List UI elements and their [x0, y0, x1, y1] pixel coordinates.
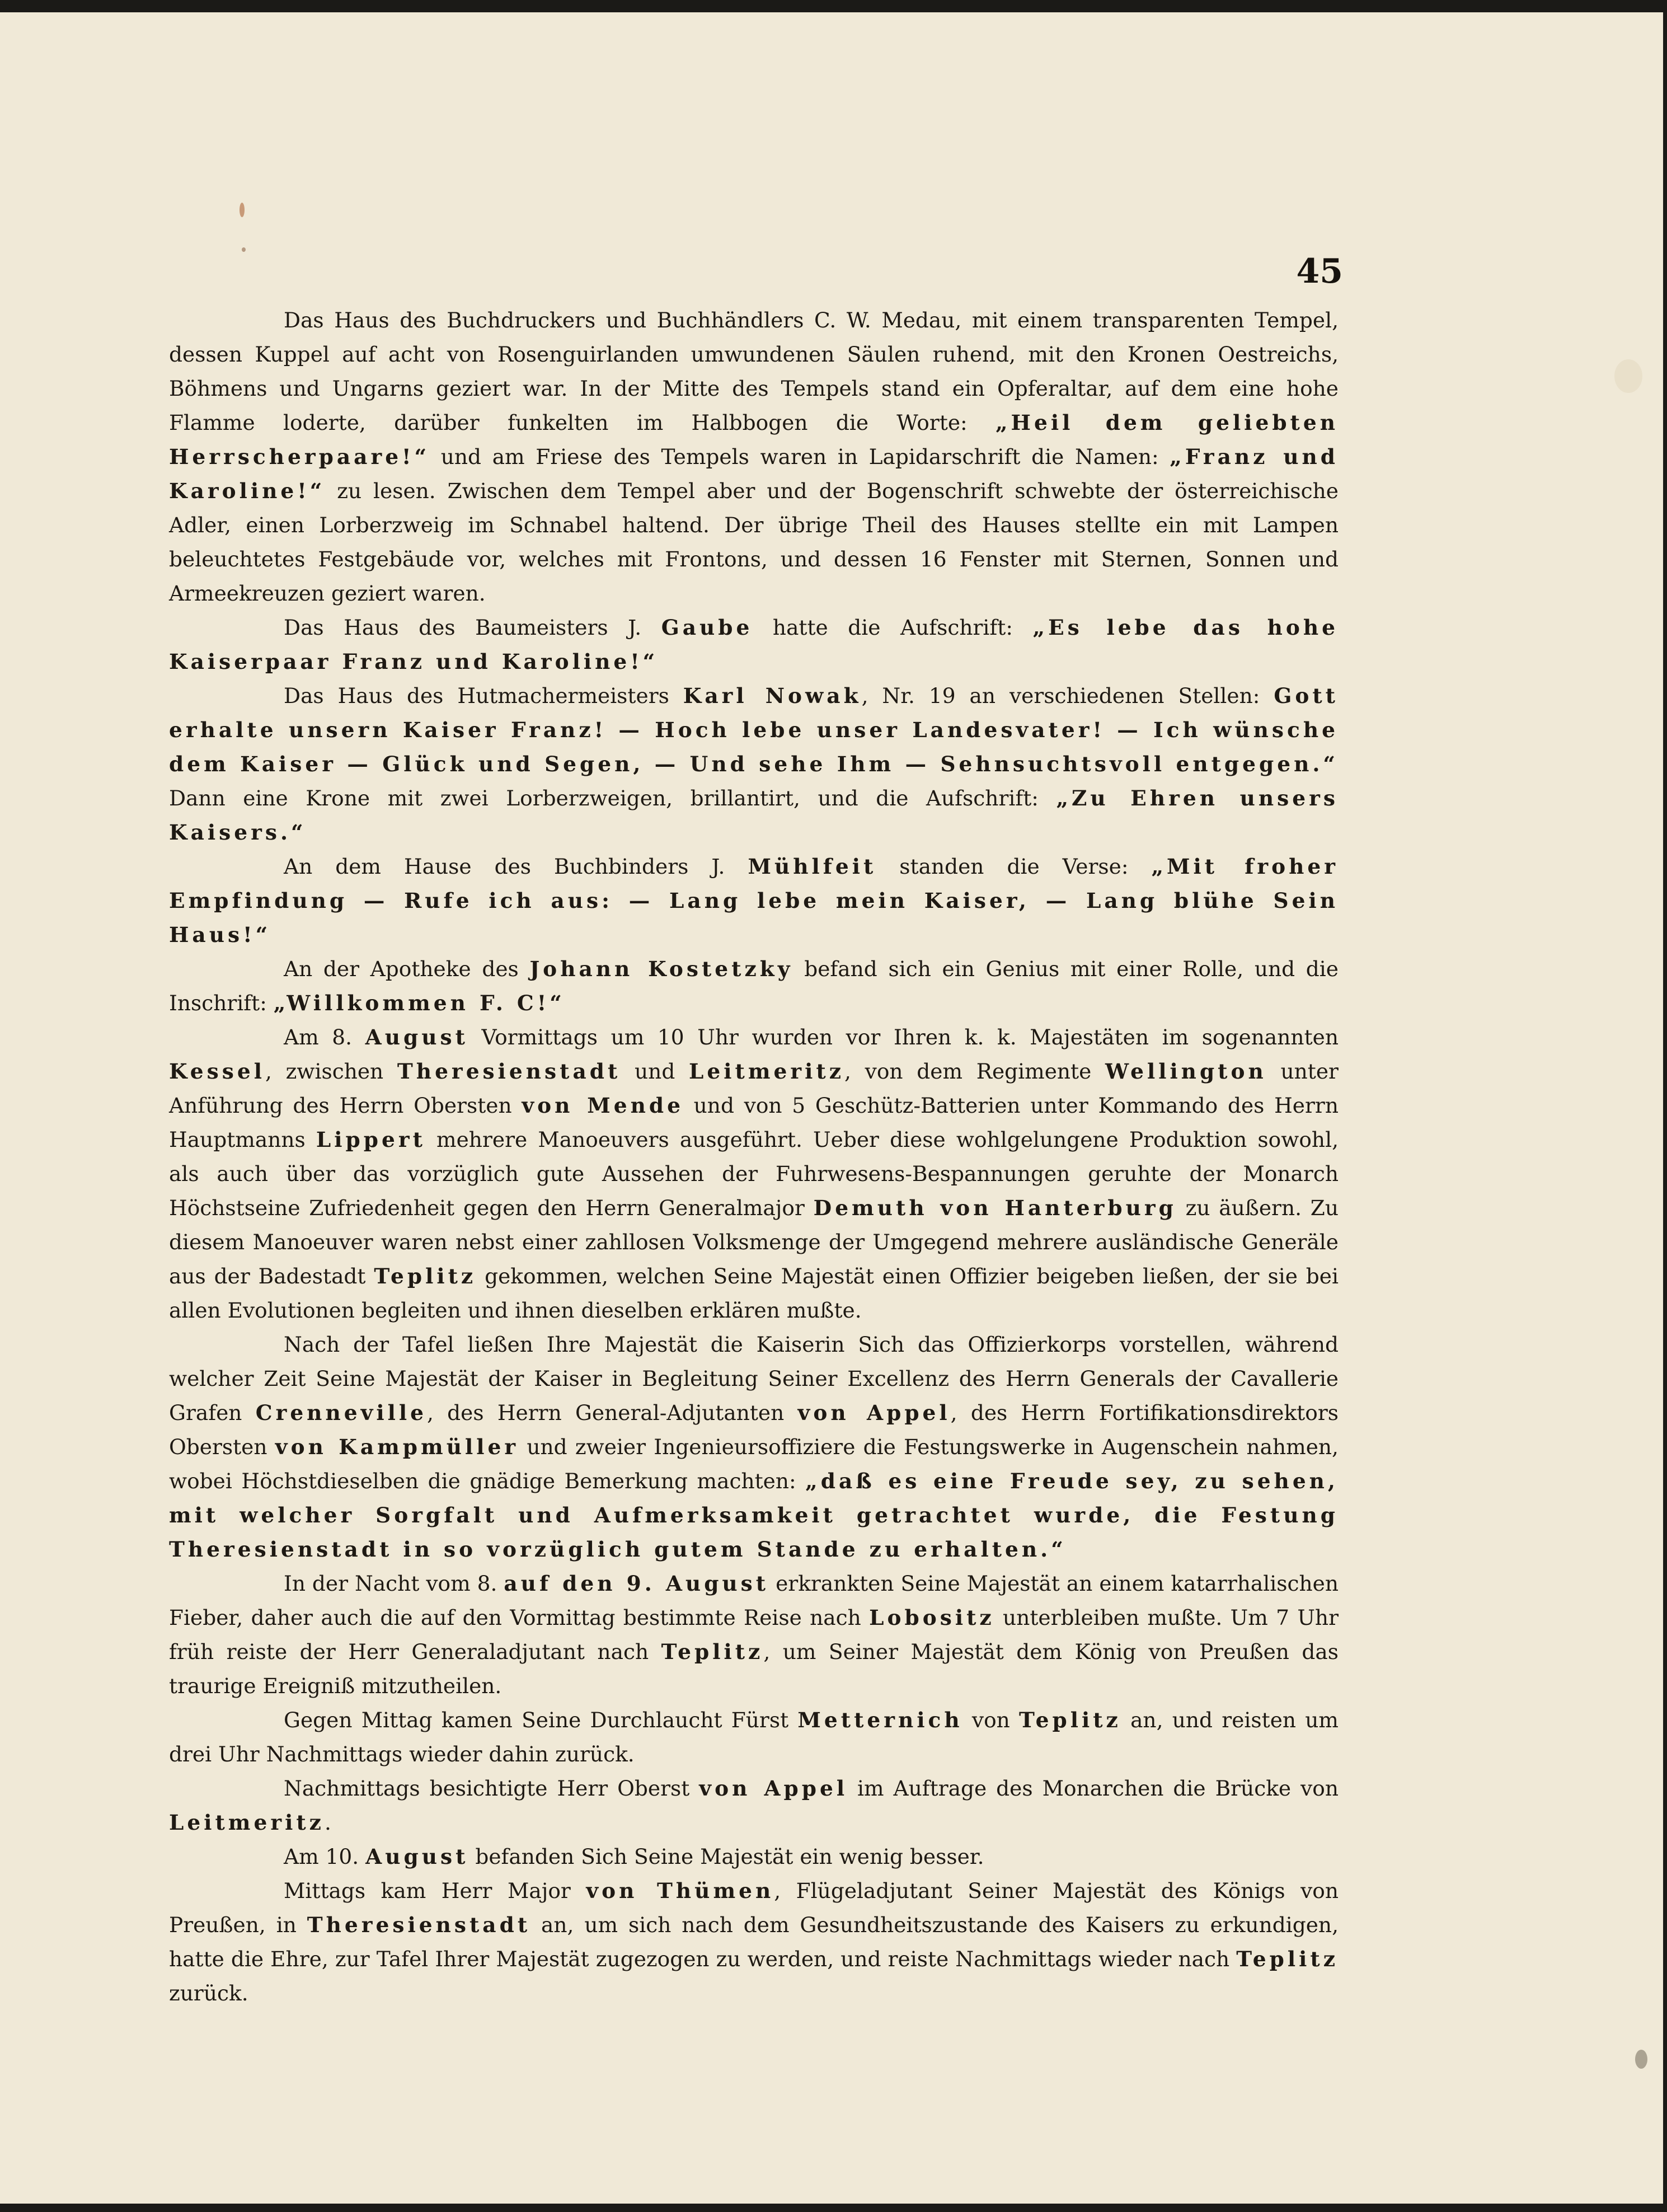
text-run: , des Herrn Fortifikationsdirektors Obersten	[169, 1400, 1339, 1459]
text-run: hatte die Aufschrift:	[753, 615, 1033, 640]
text-run: , um Seiner Majestät dem König von Preußen das traurige Ereigniß mitzutheilen.	[169, 1639, 1339, 1698]
paragraph	[169, 1840, 1339, 1874]
paragraph	[169, 952, 1339, 1020]
text-run: gekommen, welchen Seine Majestät einen Offizier beigeben ließen, der sie bei allen Evolutionen begleiten und ihnen dieselben erklären mußte.	[169, 1264, 1339, 1323]
text-run: , zwischen	[265, 1059, 397, 1084]
text-run: von	[962, 1708, 1020, 1732]
spaced-emphasis-text: von Appel	[797, 1400, 951, 1425]
ink-speck	[240, 203, 245, 217]
spaced-emphasis-text: „Willkommen F. C!“	[273, 991, 565, 1015]
spaced-emphasis-text: Leitmeritz	[689, 1059, 844, 1084]
spaced-emphasis-text: Crenneville	[255, 1400, 427, 1425]
text-run: und von 5 Geschütz-Batterien unter Kommando des Herrn Hauptmanns	[169, 1093, 1339, 1152]
text-run: An dem Hause des Buchbinders J.	[284, 854, 748, 879]
spaced-emphasis-text: Teplitz	[1019, 1708, 1121, 1732]
text-run: In der Nacht vom 8.	[284, 1571, 504, 1596]
spaced-emphasis-text: Lippert	[316, 1127, 426, 1152]
spaced-emphasis-text: auf den 9. August	[504, 1571, 769, 1596]
spaced-emphasis-text: „daß es eine Freude sey, zu sehen, mit welcher Sorgfalt und Aufmerksamkeit getrachtet wurde, die Festung Theresienstadt in so vorzüglich gutem Stande zu erhalten.“	[169, 1469, 1339, 1562]
text-run: , von dem Regimente	[844, 1059, 1106, 1084]
paper-stain	[1614, 359, 1642, 393]
page-number: 45	[1296, 252, 1343, 291]
paragraph	[169, 850, 1339, 952]
paragraph	[169, 1703, 1339, 1772]
spaced-emphasis-text: Kessel	[169, 1059, 265, 1084]
paragraph	[169, 1020, 1339, 1328]
spaced-emphasis-text: Metternich	[797, 1708, 963, 1732]
spaced-emphasis-text: „Franz und Karoline!“	[169, 444, 1339, 503]
spaced-emphasis-text: Teplitz	[661, 1639, 764, 1664]
text-run: Gegen Mittag kamen Seine Durchlaucht Fürst	[284, 1708, 798, 1732]
spaced-emphasis-text: Theresienstadt	[397, 1059, 621, 1084]
text-run: und am Friese des Tempels waren in Lapidarschrift die Namen:	[430, 444, 1170, 469]
spaced-emphasis-text: von Mende	[522, 1093, 684, 1118]
spaced-emphasis-text: Gaube	[661, 615, 753, 640]
text-run: Vormittags um 10 Uhr wurden vor Ihren k. k. Majestäten im sogenannten	[468, 1025, 1339, 1049]
spaced-emphasis-text: Lobositz	[869, 1605, 995, 1630]
spaced-emphasis-text: Johann Kostetzky	[529, 957, 793, 981]
text-run: und zweier Ingenieursoffiziere die Festungswerke in Augenschein nahmen, wobei Höchstdieselben die gnädige Bemerkung machten:	[169, 1435, 1339, 1493]
text-run: Das Haus des Buchdruckers und Buchhändlers C. W. Medau, mit einem transparenten Tempel, dessen Kuppel auf acht von Rosenguirlanden umwundenen Säulen ruhend, mit den Kronen Oestreichs, Böhmens und Ungarns geziert war. In der Mitte des Tempels stand ein Opferaltar, auf dem eine hohe Flamme loderte, darüber funkelten im Halbbogen die Worte:	[169, 308, 1339, 435]
spaced-emphasis-text: von Appel	[699, 1776, 848, 1801]
paragraph	[169, 679, 1339, 850]
text-run: befand sich ein Genius mit einer Rolle, und die Inschrift:	[169, 957, 1339, 1015]
spaced-emphasis-text: August	[365, 1025, 468, 1049]
text-run: an, um sich nach dem Gesundheitszustande des Kaisers zu erkundigen, hatte die Ehre, zur Tafel Ihrer Majestät zugezogen zu werden, und reiste Nachmittags wieder nach	[169, 1913, 1339, 1971]
text-run: An der Apotheke des	[284, 957, 530, 981]
text-run: Das Haus des Hutmachermeisters	[284, 683, 683, 708]
spaced-emphasis-text: von Kampmüller	[275, 1435, 519, 1459]
spaced-emphasis-text: Teplitz	[374, 1264, 477, 1288]
spaced-emphasis-text: Mühlfeit	[748, 854, 877, 879]
ink-speck	[242, 247, 246, 252]
text-run: Das Haus des Baumeisters J.	[284, 615, 661, 640]
spaced-emphasis-text: Gott erhalte unsern Kaiser Franz! — Hoch lebe unser Landesvater! — Ich wünsche dem Kaiser — Glück und Segen, — Und sehe Ihm — Sehnsuchtsvoll entgegen.“	[169, 683, 1339, 776]
text-run: erkrankten Seine Majestät an einem katarrhalischen Fieber, daher auch die auf den Vormittag bestimmte Reise nach	[169, 1571, 1339, 1630]
text-run: im Auftrage des Monarchen die Brücke von	[848, 1776, 1339, 1801]
paper-stain	[1635, 2050, 1647, 2069]
text-run: standen die Verse:	[876, 854, 1152, 879]
spaced-emphasis-text: „Mit froher Empfindung — Rufe ich aus: — Lang lebe mein Kaiser, — Lang blühe Sein Haus!“	[169, 854, 1339, 947]
text-run: zurück.	[169, 1981, 248, 2005]
spaced-emphasis-text: Leitmeritz	[169, 1810, 325, 1835]
text-run: , Flügeladjutant Seiner Majestät des Königs von Preußen, in	[169, 1878, 1339, 1937]
paragraph	[169, 1328, 1339, 1567]
text-run: befanden Sich Seine Majestät ein wenig besser.	[468, 1844, 984, 1869]
text-run: .	[324, 1810, 331, 1835]
text-run: an, und reisten um drei Uhr Nachmittags wieder dahin zurück.	[169, 1708, 1339, 1766]
spaced-emphasis-text: Wellington	[1105, 1059, 1267, 1084]
spaced-emphasis-text: Karl Nowak	[683, 683, 862, 708]
paragraph	[169, 1874, 1339, 2011]
spaced-emphasis-text: August	[365, 1844, 469, 1869]
text-run: unterbleiben mußte. Um 7 Uhr früh reiste der Herr Generaladjutant nach	[169, 1605, 1339, 1664]
text-run: Mittags kam Herr Major	[284, 1878, 586, 1903]
text-run: mehrere Manoeuvers ausgeführt. Ueber diese wohlgelungene Produktion sowohl, als auch über das vorzüglich gute Aussehen der Fuhrwesens-Bespannungen geruhte der Monarch Höchstseine Zufriedenheit gegen den Herrn Generalmajor	[169, 1127, 1339, 1220]
text-run: Dann eine Krone mit zwei Lorberzweigen, brillantirt, und die Aufschrift:	[169, 786, 1056, 810]
text-run: , Nr. 19 an verschiedenen Stellen:	[861, 683, 1274, 708]
paragraph	[169, 1567, 1339, 1703]
text-run: Nachmittags besichtigte Herr Oberst	[284, 1776, 699, 1801]
text-run: zu äußern. Zu diesem Manoeuver waren nebst einer zahllosen Volksmenge der Umgegend mehrere ausländische Generäle aus der Badestadt	[169, 1196, 1339, 1288]
paragraph	[169, 1772, 1339, 1840]
body-text	[169, 303, 1339, 2011]
text-run: und	[621, 1059, 689, 1084]
paragraph	[169, 303, 1339, 611]
text-run: unter Anführung des Herrn Obersten	[169, 1059, 1339, 1118]
spaced-emphasis-text: „Zu Ehren unsers Kaisers.“	[169, 786, 1339, 845]
text-run: , des Herrn General-Adjutanten	[426, 1400, 798, 1425]
spaced-emphasis-text: Demuth von Hanterburg	[813, 1196, 1177, 1220]
text-run: zu lesen. Zwischen dem Tempel aber und der Bogenschrift schwebte der österreichische Adler, einen Lorberzweig im Schnabel haltend. Der übrige Theil des Hauses stellte ein mit Lampen beleuchtetes Festgebäude vor, welches mit Frontons, und dessen 16 Fenster mit Sternen, Sonnen und Armeekreuzen geziert waren.	[169, 479, 1339, 606]
paragraph	[169, 611, 1339, 679]
text-run: Nach der Tafel ließen Ihre Majestät die Kaiserin Sich das Offizierkorps vorstellen, während welcher Zeit Seine Majestät der Kaiser in Begleitung Seiner Excellenz des Herrn Generals der Cavallerie Grafen	[169, 1332, 1339, 1425]
text-run: Am 8.	[284, 1025, 365, 1049]
spaced-emphasis-text: „Heil dem geliebten Herrscherpaare!“	[169, 410, 1339, 469]
spaced-emphasis-text: Theresienstadt	[307, 1913, 531, 1937]
book-page	[0, 12, 1663, 2204]
spaced-emphasis-text: „Es lebe das hohe Kaiserpaar Franz und Karoline!“	[169, 615, 1339, 674]
spaced-emphasis-text: von Thümen	[586, 1878, 774, 1903]
text-run: Am 10.	[284, 1844, 366, 1869]
spaced-emphasis-text: Teplitz	[1236, 1947, 1339, 1971]
